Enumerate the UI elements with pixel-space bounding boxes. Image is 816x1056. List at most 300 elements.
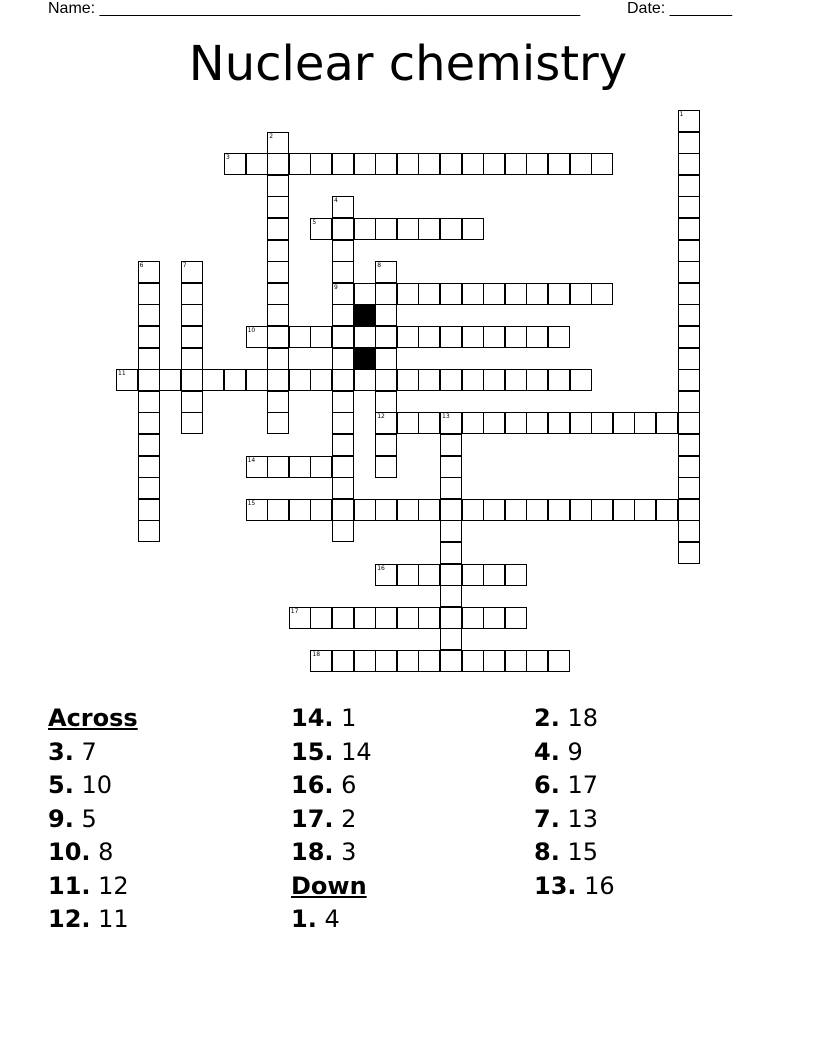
grid-cell[interactable] bbox=[138, 499, 160, 521]
page-title: Nuclear chemistry bbox=[188, 36, 628, 92]
grid-cell[interactable] bbox=[375, 650, 397, 672]
grid-cell[interactable] bbox=[397, 283, 419, 305]
clue-item-text: 3 bbox=[341, 838, 357, 866]
grid-cell[interactable] bbox=[267, 218, 289, 240]
grid-cell[interactable] bbox=[138, 391, 160, 413]
grid-cell[interactable] bbox=[267, 240, 289, 262]
grid-cell[interactable] bbox=[483, 412, 505, 434]
clue-number: 9 bbox=[334, 283, 338, 291]
grid-cell[interactable] bbox=[332, 261, 354, 283]
grid-cell[interactable] bbox=[634, 412, 656, 434]
grid-cell[interactable] bbox=[505, 283, 527, 305]
grid-cell[interactable] bbox=[138, 412, 160, 434]
grid-cell[interactable] bbox=[678, 499, 700, 521]
down-heading: Down bbox=[291, 871, 367, 900]
grid-cell[interactable] bbox=[440, 326, 462, 348]
grid-cell[interactable] bbox=[483, 369, 505, 391]
grid-cell[interactable] bbox=[332, 369, 354, 391]
grid-cell[interactable] bbox=[440, 412, 462, 434]
grid-cell[interactable] bbox=[505, 153, 527, 175]
clue-item bbox=[291, 736, 372, 770]
grid-cell[interactable] bbox=[375, 564, 397, 586]
grid-cell[interactable] bbox=[440, 650, 462, 672]
grid-cell[interactable] bbox=[332, 499, 354, 521]
grid-cell[interactable] bbox=[375, 456, 397, 478]
grid-cell[interactable] bbox=[159, 369, 181, 391]
grid-cell[interactable] bbox=[332, 283, 354, 305]
grid-cell[interactable] bbox=[678, 153, 700, 175]
clue-number: 6 bbox=[139, 262, 144, 270]
grid-cell[interactable] bbox=[570, 153, 592, 175]
grid-cell[interactable] bbox=[181, 412, 203, 434]
grid-cell[interactable] bbox=[570, 412, 592, 434]
clue-item-number: 16. bbox=[291, 771, 334, 799]
clue-number: 5 bbox=[312, 219, 317, 226]
grid-cell[interactable] bbox=[397, 650, 419, 672]
grid-cell[interactable] bbox=[354, 499, 376, 521]
grid-cell[interactable] bbox=[570, 499, 592, 521]
grid-cell[interactable] bbox=[181, 369, 203, 391]
grid-cell[interactable] bbox=[397, 412, 419, 434]
grid-cell[interactable] bbox=[267, 412, 289, 434]
grid-cell[interactable] bbox=[418, 283, 440, 305]
clue-item-number: 10. bbox=[48, 838, 91, 866]
clue-item bbox=[534, 836, 615, 870]
grid-cell[interactable] bbox=[418, 607, 440, 629]
grid-cell[interactable] bbox=[267, 175, 289, 197]
grid-cell[interactable] bbox=[332, 348, 354, 370]
grid-cell[interactable] bbox=[289, 153, 311, 175]
grid-cell[interactable] bbox=[462, 564, 484, 586]
grid-cell[interactable] bbox=[138, 520, 160, 542]
grid-cell[interactable] bbox=[440, 585, 462, 607]
clue-item-number: 3. bbox=[48, 737, 74, 766]
grid-cell[interactable] bbox=[267, 391, 289, 413]
grid-cell[interactable] bbox=[548, 283, 570, 305]
grid-cell[interactable] bbox=[678, 175, 700, 197]
grid-cell[interactable] bbox=[678, 477, 700, 499]
clue-item bbox=[48, 836, 138, 870]
grid-cell[interactable] bbox=[332, 240, 354, 262]
grid-cell[interactable] bbox=[310, 153, 332, 175]
grid-cell[interactable] bbox=[289, 499, 311, 521]
grid-cell[interactable] bbox=[483, 499, 505, 521]
grid-cell[interactable] bbox=[138, 434, 160, 456]
grid-cell[interactable] bbox=[462, 283, 484, 305]
clue-number: 3 bbox=[226, 154, 230, 162]
grid-cell[interactable] bbox=[246, 499, 268, 521]
clue-number: 13 bbox=[442, 413, 450, 421]
grid-cell[interactable] bbox=[505, 412, 527, 434]
clue-item-number: 4. bbox=[534, 737, 560, 766]
grid-cell[interactable] bbox=[440, 283, 462, 305]
black-cell bbox=[354, 348, 376, 370]
grid-cell[interactable] bbox=[310, 607, 332, 629]
clue-item-text: 5 bbox=[81, 804, 97, 833]
grid-cell[interactable] bbox=[656, 499, 678, 521]
grid-cell[interactable] bbox=[678, 304, 700, 326]
clue-item bbox=[291, 702, 372, 736]
clue-number: 18 bbox=[312, 651, 321, 658]
clue-item-number: 11. bbox=[48, 871, 91, 900]
grid-cell[interactable] bbox=[462, 218, 484, 240]
clue-item-text: 9 bbox=[567, 737, 583, 766]
clue-item bbox=[534, 803, 615, 837]
clue-item bbox=[534, 769, 615, 803]
grid-cell[interactable] bbox=[224, 369, 246, 391]
clue-item-text: 1 bbox=[341, 704, 357, 732]
grid-cell[interactable] bbox=[440, 434, 462, 456]
grid-cell[interactable] bbox=[418, 412, 440, 434]
grid-cell[interactable] bbox=[440, 628, 462, 650]
grid-cell[interactable] bbox=[505, 564, 527, 586]
grid-cell[interactable] bbox=[548, 650, 570, 672]
grid-cell[interactable] bbox=[246, 456, 268, 478]
grid-cell[interactable] bbox=[483, 283, 505, 305]
grid-cell[interactable] bbox=[138, 348, 160, 370]
grid-cell[interactable] bbox=[267, 499, 289, 521]
grid-cell[interactable] bbox=[397, 369, 419, 391]
grid-cell[interactable] bbox=[354, 369, 376, 391]
grid-cell[interactable] bbox=[138, 326, 160, 348]
grid-cell[interactable] bbox=[656, 412, 678, 434]
clue-item-number: 1. bbox=[291, 905, 317, 933]
grid-cell[interactable] bbox=[678, 240, 700, 262]
grid-cell[interactable] bbox=[678, 542, 700, 564]
clue-number: 7 bbox=[182, 262, 187, 270]
grid-cell[interactable] bbox=[267, 283, 289, 305]
grid-cell[interactable] bbox=[354, 283, 376, 305]
grid-cell[interactable] bbox=[267, 196, 289, 218]
grid-cell[interactable] bbox=[224, 153, 246, 175]
grid-cell[interactable] bbox=[591, 153, 613, 175]
clue-item bbox=[48, 769, 138, 803]
clue-column-1 bbox=[48, 702, 138, 937]
grid-cell[interactable] bbox=[591, 283, 613, 305]
clue-item-text: 12 bbox=[98, 871, 129, 900]
clue-item bbox=[48, 736, 138, 770]
grid-cell[interactable] bbox=[332, 456, 354, 478]
grid-cell[interactable] bbox=[246, 153, 268, 175]
clue-item-text: 8 bbox=[98, 838, 114, 866]
grid-cell[interactable] bbox=[354, 326, 376, 348]
grid-cell[interactable] bbox=[505, 326, 527, 348]
grid-cell[interactable] bbox=[613, 499, 635, 521]
date-field-line: Date: _______ bbox=[627, 0, 732, 17]
grid-cell[interactable] bbox=[440, 607, 462, 629]
grid-cell[interactable] bbox=[634, 499, 656, 521]
grid-cell[interactable] bbox=[354, 650, 376, 672]
clue-column-2 bbox=[291, 702, 372, 937]
clue-item bbox=[291, 803, 372, 837]
grid-cell[interactable] bbox=[418, 218, 440, 240]
clue-number: 14 bbox=[247, 456, 256, 464]
clue-item-text: 14 bbox=[341, 737, 372, 766]
grid-cell[interactable] bbox=[505, 499, 527, 521]
grid-cell[interactable] bbox=[418, 369, 440, 391]
clue-number: 2 bbox=[269, 132, 274, 140]
grid-cell[interactable] bbox=[440, 520, 462, 542]
grid-cell[interactable] bbox=[138, 304, 160, 326]
grid-cell[interactable] bbox=[310, 499, 332, 521]
grid-cell[interactable] bbox=[354, 607, 376, 629]
grid-cell[interactable] bbox=[181, 326, 203, 348]
clue-item-text: 13 bbox=[567, 804, 599, 833]
clue-item-text: 6 bbox=[341, 771, 357, 799]
grid-cell[interactable] bbox=[440, 499, 462, 521]
grid-cell[interactable] bbox=[375, 348, 397, 370]
grid-cell[interactable] bbox=[332, 196, 354, 218]
grid-cell[interactable] bbox=[332, 477, 354, 499]
grid-cell[interactable] bbox=[375, 304, 397, 326]
grid-cell[interactable] bbox=[375, 326, 397, 348]
grid-cell[interactable] bbox=[397, 499, 419, 521]
grid-cell[interactable] bbox=[678, 348, 700, 370]
grid-cell[interactable] bbox=[397, 218, 419, 240]
clue-number: 15 bbox=[247, 499, 256, 507]
grid-cell[interactable] bbox=[375, 607, 397, 629]
clue-column-3 bbox=[534, 702, 615, 903]
grid-cell[interactable] bbox=[310, 326, 332, 348]
grid-cell[interactable] bbox=[332, 412, 354, 434]
clue-item-number: 15. bbox=[291, 737, 334, 766]
grid-cell[interactable] bbox=[591, 412, 613, 434]
clue-item-number: 14. bbox=[291, 704, 334, 732]
clue-item-text: 7 bbox=[81, 737, 97, 766]
clue-number: 10 bbox=[247, 327, 256, 334]
clue-item bbox=[291, 836, 372, 870]
grid-cell[interactable] bbox=[181, 348, 203, 370]
grid-cell[interactable] bbox=[570, 369, 592, 391]
grid-cell[interactable] bbox=[375, 434, 397, 456]
grid-cell[interactable] bbox=[462, 607, 484, 629]
grid-cell[interactable] bbox=[332, 153, 354, 175]
grid-cell[interactable] bbox=[483, 153, 505, 175]
grid-cell[interactable] bbox=[462, 369, 484, 391]
clue-item-text: 17 bbox=[567, 771, 599, 799]
clue-item bbox=[48, 803, 138, 837]
grid-cell[interactable] bbox=[354, 218, 376, 240]
grid-cell[interactable] bbox=[116, 369, 138, 391]
clue-item-text: 4 bbox=[324, 905, 340, 933]
grid-cell[interactable] bbox=[397, 564, 419, 586]
grid-cell[interactable] bbox=[440, 218, 462, 240]
grid-cell[interactable] bbox=[375, 261, 397, 283]
clue-item-number: 12. bbox=[48, 905, 91, 933]
grid-cell[interactable] bbox=[462, 499, 484, 521]
grid-cell[interactable] bbox=[375, 153, 397, 175]
grid-cell[interactable] bbox=[678, 326, 700, 348]
clue-item-number: 13. bbox=[534, 871, 577, 900]
clue-item-number: 17. bbox=[291, 804, 334, 833]
grid-cell[interactable] bbox=[548, 153, 570, 175]
grid-cell[interactable] bbox=[181, 261, 203, 283]
grid-cell[interactable] bbox=[375, 499, 397, 521]
clue-item bbox=[534, 702, 615, 736]
across-heading: Across bbox=[48, 704, 138, 732]
grid-cell[interactable] bbox=[548, 412, 570, 434]
grid-cell[interactable] bbox=[289, 369, 311, 391]
grid-cell[interactable] bbox=[332, 520, 354, 542]
grid-cell[interactable] bbox=[526, 153, 548, 175]
grid-cell[interactable] bbox=[440, 564, 462, 586]
grid-cell[interactable] bbox=[138, 477, 160, 499]
grid-cell[interactable] bbox=[462, 412, 484, 434]
grid-cell[interactable] bbox=[267, 261, 289, 283]
grid-cell[interactable] bbox=[289, 607, 311, 629]
clue-item-number: 5. bbox=[48, 771, 74, 799]
clue-item bbox=[291, 903, 372, 937]
clue-number: 11 bbox=[118, 370, 126, 378]
grid-cell[interactable] bbox=[202, 369, 224, 391]
grid-cell[interactable] bbox=[678, 218, 700, 240]
clue-item-text: 16 bbox=[584, 871, 615, 900]
grid-cell[interactable] bbox=[678, 196, 700, 218]
clue-item-text: 15 bbox=[567, 838, 599, 866]
grid-cell[interactable] bbox=[267, 348, 289, 370]
grid-cell[interactable] bbox=[678, 520, 700, 542]
black-cell bbox=[354, 304, 376, 326]
clue-item-text: 18 bbox=[567, 704, 599, 732]
grid-cell[interactable] bbox=[418, 650, 440, 672]
grid-cell[interactable] bbox=[526, 326, 548, 348]
grid-cell[interactable] bbox=[613, 412, 635, 434]
grid-cell[interactable] bbox=[548, 326, 570, 348]
grid-cell[interactable] bbox=[332, 326, 354, 348]
clue-number: 4 bbox=[334, 197, 338, 205]
clue-item-text: 2 bbox=[341, 804, 357, 833]
grid-cell[interactable] bbox=[440, 542, 462, 564]
grid-cell[interactable] bbox=[418, 564, 440, 586]
clue-item bbox=[534, 870, 615, 904]
grid-cell[interactable] bbox=[267, 369, 289, 391]
grid-cell[interactable] bbox=[138, 369, 160, 391]
clue-item-number: 18. bbox=[291, 838, 334, 866]
grid-cell[interactable] bbox=[289, 326, 311, 348]
clue-item-number: 2. bbox=[534, 704, 560, 732]
grid-cell[interactable] bbox=[332, 650, 354, 672]
grid-cell[interactable] bbox=[332, 218, 354, 240]
grid-cell[interactable] bbox=[570, 283, 592, 305]
grid-cell[interactable] bbox=[267, 456, 289, 478]
clue-item-text: 11 bbox=[98, 905, 129, 933]
grid-cell[interactable] bbox=[526, 283, 548, 305]
grid-cell[interactable] bbox=[267, 326, 289, 348]
clue-item bbox=[48, 870, 138, 904]
grid-cell[interactable] bbox=[246, 369, 268, 391]
clue-number: 17 bbox=[290, 607, 299, 615]
grid-cell[interactable] bbox=[397, 326, 419, 348]
grid-cell[interactable] bbox=[332, 304, 354, 326]
clue-item-number: 6. bbox=[534, 771, 560, 799]
grid-cell[interactable] bbox=[440, 477, 462, 499]
grid-cell[interactable] bbox=[375, 218, 397, 240]
clue-number: 16 bbox=[377, 564, 385, 572]
grid-cell[interactable] bbox=[678, 261, 700, 283]
grid-cell[interactable] bbox=[505, 607, 527, 629]
grid-cell[interactable] bbox=[310, 369, 332, 391]
grid-cell[interactable] bbox=[526, 369, 548, 391]
grid-cell[interactable] bbox=[138, 456, 160, 478]
grid-cell[interactable] bbox=[483, 650, 505, 672]
grid-cell[interactable] bbox=[181, 304, 203, 326]
grid-cell[interactable] bbox=[462, 650, 484, 672]
clue-item bbox=[48, 903, 138, 937]
grid-cell[interactable] bbox=[418, 153, 440, 175]
grid-cell[interactable] bbox=[505, 369, 527, 391]
grid-cell[interactable] bbox=[267, 153, 289, 175]
name-field-line: Name: ______________________________________________________ bbox=[48, 0, 581, 17]
grid-cell[interactable] bbox=[138, 283, 160, 305]
grid-cell[interactable] bbox=[678, 456, 700, 478]
grid-cell[interactable] bbox=[375, 412, 397, 434]
grid-cell[interactable] bbox=[505, 650, 527, 672]
grid-cell[interactable] bbox=[375, 369, 397, 391]
grid-cell[interactable] bbox=[418, 326, 440, 348]
grid-cell[interactable] bbox=[310, 218, 332, 240]
grid-cell[interactable] bbox=[440, 153, 462, 175]
grid-cell[interactable] bbox=[332, 391, 354, 413]
clue-item-number: 7. bbox=[534, 804, 560, 833]
grid-cell[interactable] bbox=[246, 326, 268, 348]
grid-cell[interactable] bbox=[526, 412, 548, 434]
grid-cell[interactable] bbox=[483, 326, 505, 348]
grid-cell[interactable] bbox=[548, 499, 570, 521]
grid-cell[interactable] bbox=[678, 434, 700, 456]
clue-item-number: 8. bbox=[534, 838, 560, 866]
grid-cell[interactable] bbox=[138, 261, 160, 283]
grid-cell[interactable] bbox=[354, 153, 376, 175]
grid-cell[interactable] bbox=[678, 369, 700, 391]
grid-cell[interactable] bbox=[440, 369, 462, 391]
grid-cell[interactable] bbox=[678, 283, 700, 305]
grid-cell[interactable] bbox=[418, 499, 440, 521]
grid-cell[interactable] bbox=[267, 132, 289, 154]
grid-cell[interactable] bbox=[332, 434, 354, 456]
grid-cell[interactable] bbox=[526, 650, 548, 672]
grid-cell[interactable] bbox=[678, 412, 700, 434]
grid-cell[interactable] bbox=[310, 650, 332, 672]
grid-cell[interactable] bbox=[483, 564, 505, 586]
grid-cell[interactable] bbox=[440, 456, 462, 478]
clue-item-text: 10 bbox=[81, 771, 113, 799]
grid-cell[interactable] bbox=[678, 110, 700, 132]
grid-cell[interactable] bbox=[397, 607, 419, 629]
grid-cell[interactable] bbox=[678, 132, 700, 154]
grid-cell[interactable] bbox=[375, 283, 397, 305]
grid-cell[interactable] bbox=[548, 369, 570, 391]
grid-cell[interactable] bbox=[462, 153, 484, 175]
grid-cell[interactable] bbox=[397, 153, 419, 175]
grid-cell[interactable] bbox=[310, 456, 332, 478]
grid-cell[interactable] bbox=[332, 607, 354, 629]
clue-item bbox=[291, 769, 372, 803]
grid-cell[interactable] bbox=[678, 391, 700, 413]
grid-cell[interactable] bbox=[591, 499, 613, 521]
grid-cell[interactable] bbox=[483, 607, 505, 629]
grid-cell[interactable] bbox=[181, 283, 203, 305]
grid-cell[interactable] bbox=[289, 456, 311, 478]
clue-item bbox=[534, 736, 615, 770]
clue-number: 12 bbox=[377, 413, 385, 421]
grid-cell[interactable] bbox=[526, 499, 548, 521]
clue-item-number: 9. bbox=[48, 804, 74, 833]
grid-cell[interactable] bbox=[375, 391, 397, 413]
grid-cell[interactable] bbox=[267, 304, 289, 326]
grid-cell[interactable] bbox=[462, 326, 484, 348]
grid-cell[interactable] bbox=[181, 391, 203, 413]
clue-number: 1 bbox=[679, 111, 684, 118]
